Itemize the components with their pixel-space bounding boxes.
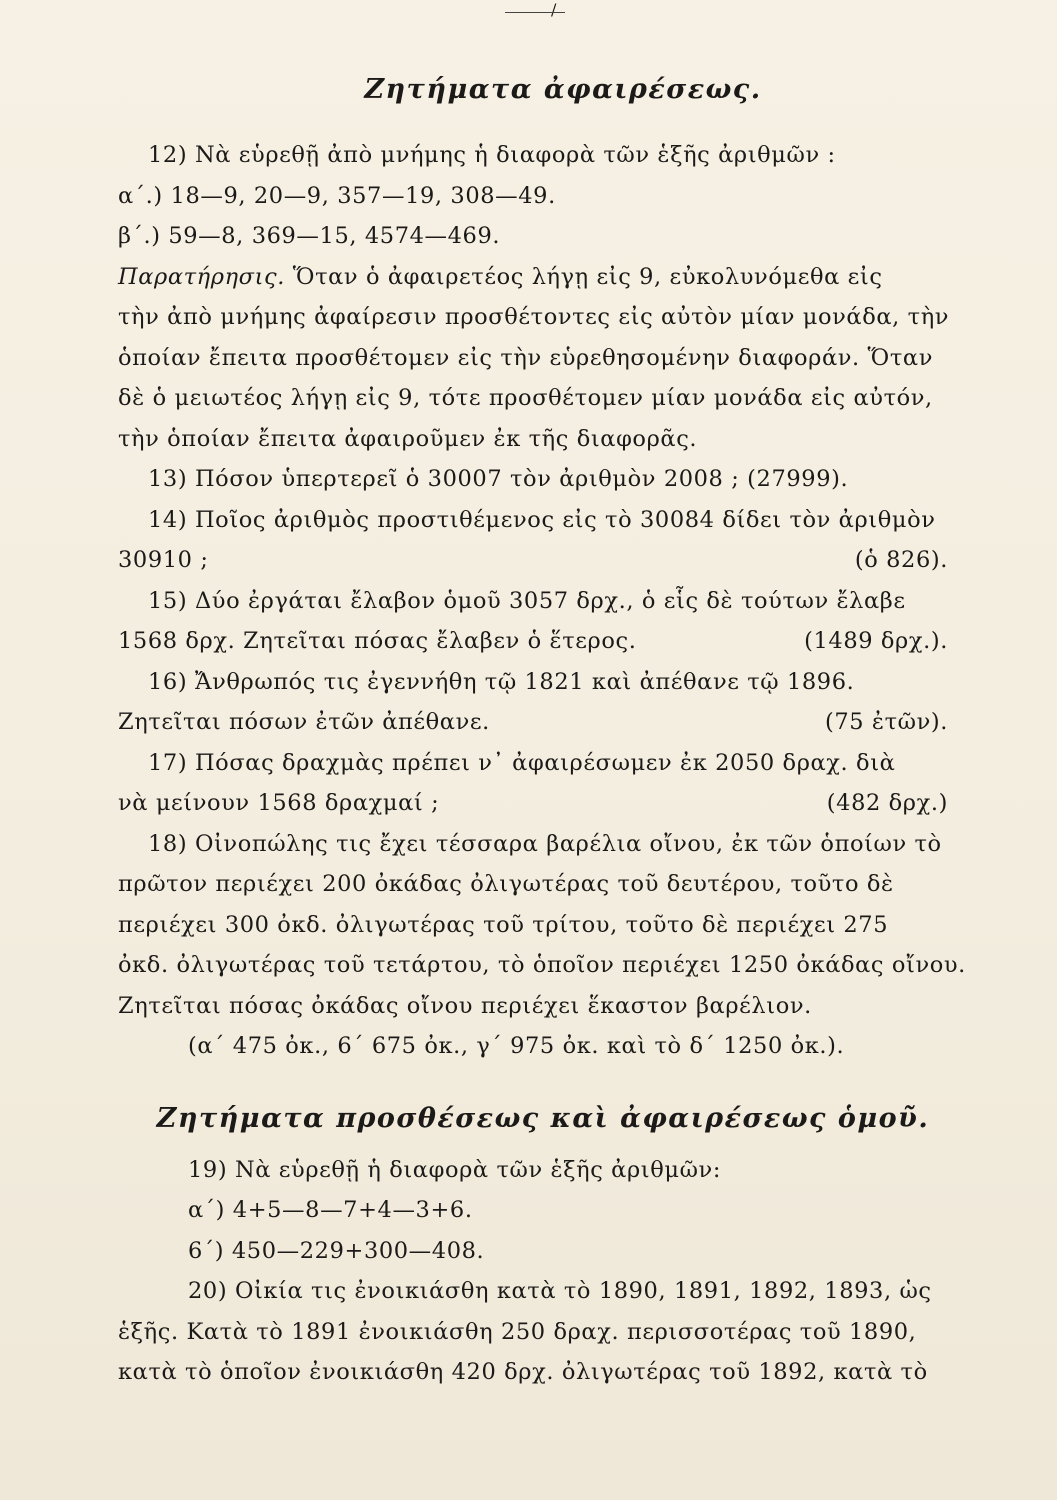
q16-text2: Ζητεῖται πόσων ἐτῶν ἀπέθανε.	[118, 709, 490, 735]
q20-line2: ἑξῆς. Κατὰ τὸ 1891 ἐνοικιάσθη 250 δραχ. περισσοτέρας τοῦ 1890,	[118, 1318, 917, 1345]
q17-line2	[118, 783, 968, 824]
q13-line: 13) Πόσον ὑπερτερεῖ ὁ 30007 τὸν ἀριθμὸν 2008 ; (27999).	[148, 466, 849, 492]
q15-line1: 15) Δύο ἐργάται ἔλαβον ὁμοῦ 3057 δρχ., ὁ εἷς δὲ τούτων ἔλαβε	[148, 587, 906, 614]
q14-answer: (ὁ 826).	[854, 547, 948, 573]
remark-line1	[118, 257, 968, 298]
q16-line1: 16) Ἄνθρωπός τις ἐγεννήθη τῷ 1821 καὶ ἀπέθανε τῷ 1896.	[148, 668, 855, 695]
q19-line1: 19) Νὰ εὑρεθῇ ἡ διαφορὰ τῶν ἑξῆς ἀριθμῶν:	[188, 1156, 722, 1183]
remark-line5: τὴν ὁποίαν ἔπειτα ἀφαιροῦμεν ἐκ τῆς διαφορᾶς.	[118, 425, 698, 452]
remark-line4: δὲ ὁ μειωτέος λήγῃ εἰς 9, τότε προσθέτομεν μίαν μονάδα εἰς αὐτόν,	[118, 385, 933, 411]
q20-line3: κατὰ τὸ ὁποῖον ἐνοικιάσθη 420 δρχ. ὀλιγωτέρας τοῦ 1892, κατὰ τὸ	[118, 1359, 928, 1385]
q18-line5: Ζητεῖται πόσας ὀκάδας οἴνου περιέχει ἕκαστον βαρέλιον.	[118, 992, 812, 1019]
q15-answer: (1489 δρχ.).	[804, 628, 948, 654]
q12-line1: 12) Νὰ εὑρεθῇ ἀπὸ μνήμης ἡ διαφορὰ τῶν ἑξῆς ἀριθμῶν :	[148, 142, 836, 168]
q18-line1: 18) Οἰνοπώλης τις ἔχει τέσσαρα βαρέλια οἴνου, ἐκ τῶν ὁποίων τὸ	[148, 830, 942, 857]
q18-line2: πρῶτον περιέχει 200 ὀκάδας ὀλιγωτέρας τοῦ δευτέρου, τοῦτο δὲ	[118, 871, 894, 897]
q12-line-a: α΄.) 18—9, 20—9, 357—19, 308—49.	[118, 182, 556, 209]
q15-line2	[118, 621, 968, 662]
page-mark-rule	[505, 12, 565, 13]
q16-answer: (75 ἐτῶν).	[824, 709, 948, 735]
remark-label: Παρατήρησις.	[118, 263, 286, 290]
remark-line2: τὴν ἀπὸ μνήμης ἀφαίρεσιν προσθέτοντες εἰς αὐτὸν μίαν μονάδα, τὴν	[118, 304, 950, 330]
q17-answer: (482 δρχ.)	[826, 790, 948, 816]
q15-text2: 1568 δρχ. Ζητεῖται πόσας ἔλαβεν ὁ ἕτερος.	[118, 628, 637, 654]
q12-line-b: β΄.) 59—8, 369—15, 4574—469.	[118, 223, 501, 249]
q19-line-b: 6΄) 450—229+300—408.	[188, 1237, 485, 1264]
section-heading-subtraction: Ζητήματα ἀφαιρέσεως.	[364, 74, 762, 105]
page-mark	[505, 0, 565, 19]
q14-text2: 30910 ;	[118, 547, 209, 573]
q18-line3: περιέχει 300 ὀκδ. ὀλιγωτέρας τοῦ τρίτου, τοῦτο δὲ περιέχει 275	[118, 911, 889, 938]
remark-line3: ὁποίαν ἔπειτα προσθέτομεν εἰς τὴν εὑρεθησομένην διαφοράν. Ὅταν	[118, 344, 933, 371]
q14-line1: 14) Ποῖος ἀριθμὸς προστιθέμενος εἰς τὸ 30084 δίδει τὸν ἀριθμὸν	[148, 506, 936, 533]
q17-text2: νὰ μείνουν 1568 δραχμαί ;	[118, 790, 440, 816]
q20-line1: 20) Οἰκία τις ἐνοικιάσθη κατὰ τὸ 1890, 1891, 1892, 1893, ὡς	[188, 1278, 932, 1304]
q19-line-a: α΄) 4+5—8—7+4—3+6.	[188, 1197, 473, 1223]
remark-text1: Ὅταν ὁ ἀφαιρετέος λήγῃ εἰς 9, εὐκολυνόμεθα εἰς	[292, 263, 883, 290]
q17-line1: 17) Πόσας δραχμὰς πρέπει ν᾿ ἀφαιρέσωμεν ἐκ 2050 δραχ. διὰ	[148, 749, 896, 776]
q14-line2	[118, 540, 968, 581]
page-content	[118, 70, 968, 1393]
q16-line2	[118, 702, 968, 743]
q18-answer: (α΄ 475 ὀκ., 6΄ 675 ὀκ., γ΄ 975 ὀκ. καὶ τὸ δ΄ 1250 ὀκ.).	[188, 1033, 845, 1059]
page-mark-glyph: /	[551, 0, 557, 19]
section-heading-addition-subtraction: Ζητήματα προσθέσεως καὶ ἀφαιρέσεως ὁμοῦ.	[156, 1102, 930, 1134]
q18-line4: ὀκδ. ὀλιγωτέρας τοῦ τετάρτου, τὸ ὁποῖον περιέχει 1250 ὀκάδας οἴνου.	[118, 952, 966, 978]
